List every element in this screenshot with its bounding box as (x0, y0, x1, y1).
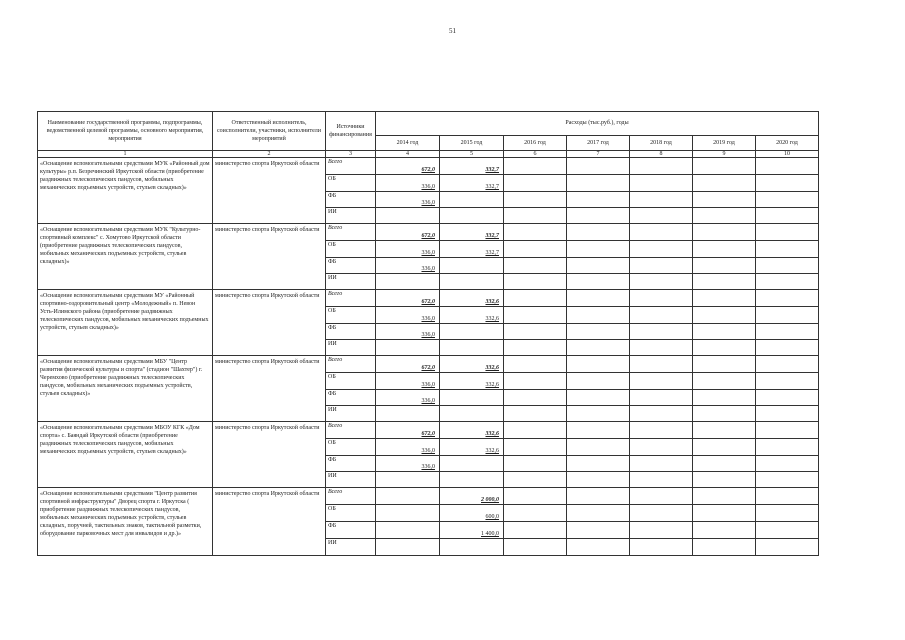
empty-cell (693, 224, 756, 241)
measure-name: «Оснащение вспомогательными средствами МУ «Районный спортивно-оздоровительный центр «Молодежный» п. Невон Усть-Илимского района (приобретение раздвижных телескопических пандусов, мобильных механических подъемных устройств, стульев складных)» (38, 290, 213, 356)
source-label: ФБ (326, 390, 376, 406)
year-2017: 2017 год (567, 136, 630, 151)
empty-cell (630, 439, 693, 456)
table-body (38, 158, 819, 556)
value-cell: 336,0 (376, 258, 440, 274)
empty-cell (630, 373, 693, 390)
value-cell: 336,0 (376, 324, 440, 340)
empty-cell (693, 307, 756, 324)
header-expenses: Расходы (тыс.руб.), годы (376, 112, 819, 136)
empty-cell (504, 406, 567, 422)
value-cell: 672,0 (376, 290, 440, 307)
table-row (38, 356, 819, 373)
value-cell (440, 390, 504, 406)
empty-cell (693, 258, 756, 274)
value-cell: 1 400,0 (440, 522, 504, 539)
empty-cell (504, 373, 567, 390)
header-source: Источники финансирования (326, 112, 376, 151)
value-cell: 336,0 (376, 241, 440, 258)
empty-cell (693, 158, 756, 175)
source-label: ФБ (326, 258, 376, 274)
empty-cell (504, 324, 567, 340)
empty-cell (630, 241, 693, 258)
col-number: 8 (630, 151, 693, 158)
empty-cell (693, 324, 756, 340)
value-cell: 672,0 (376, 356, 440, 373)
source-label: ИИ (326, 539, 376, 556)
value-cell (440, 472, 504, 488)
value-cell (440, 274, 504, 290)
source-label: Всего (326, 158, 376, 175)
value-cell: 332,7 (440, 158, 504, 175)
empty-cell (693, 472, 756, 488)
empty-cell (567, 422, 630, 439)
page-number: 51 (449, 27, 456, 35)
empty-cell (504, 522, 567, 539)
empty-cell (756, 158, 819, 175)
source-label: ФБ (326, 456, 376, 472)
empty-cell (504, 488, 567, 505)
empty-cell (693, 208, 756, 224)
empty-cell (567, 472, 630, 488)
value-cell (376, 472, 440, 488)
empty-cell (756, 324, 819, 340)
measure-name: «Оснащение вспомогательными средствами МУК «Районный дом культуры» р.п. Безречинский Иркутской области (приобретение раздвижных телескопических пандусов, мобильных механических подъемных устройств, стульев складных)» (38, 158, 213, 224)
measure-name: «Оснащение вспомогательными средствами МБОУ КГК «Дом спорта» с. Баяндай Иркутской области (приобретение раздвижных телескопических пандусов, мобильных механических подъемных устройств, стульев складных)» (38, 422, 213, 488)
source-label: ОБ (326, 439, 376, 456)
empty-cell (693, 522, 756, 539)
empty-cell (630, 488, 693, 505)
empty-cell (693, 406, 756, 422)
value-cell (440, 539, 504, 556)
empty-cell (504, 505, 567, 522)
year-2015: 2015 год (440, 136, 504, 151)
col-number: 2 (213, 151, 326, 158)
empty-cell (567, 406, 630, 422)
table-row (38, 224, 819, 241)
empty-cell (756, 505, 819, 522)
measure-executor: министерство спорта Иркутской области (213, 224, 326, 290)
value-cell: 336,0 (376, 439, 440, 456)
table-row (38, 158, 819, 175)
value-cell: 336,0 (376, 373, 440, 390)
value-cell: 336,0 (376, 192, 440, 208)
empty-cell (567, 158, 630, 175)
col-number: 10 (756, 151, 819, 158)
value-cell: 672,0 (376, 422, 440, 439)
empty-cell (567, 505, 630, 522)
empty-cell (630, 175, 693, 192)
empty-cell (756, 175, 819, 192)
empty-cell (567, 307, 630, 324)
empty-cell (630, 274, 693, 290)
empty-cell (504, 208, 567, 224)
measure-executor: министерство спорта Иркутской области (213, 290, 326, 356)
empty-cell (756, 439, 819, 456)
col-number: 1 (38, 151, 213, 158)
table-row (38, 488, 819, 505)
empty-cell (630, 406, 693, 422)
source-label: ОБ (326, 505, 376, 522)
empty-cell (567, 456, 630, 472)
measure-name: «Оснащение вспомогательными средствами МУК "Культурно-спортивный комплекс" с. Хомутово Иркутской области (приобретение раздвижных телескопических пандусов, мобильных механических подъемных устройств, стульев складных)» (38, 224, 213, 290)
value-cell (376, 522, 440, 539)
empty-cell (693, 488, 756, 505)
value-cell: 336,0 (376, 390, 440, 406)
empty-cell (630, 290, 693, 307)
measure-name: «Оснащение вспомогательными средствами МБУ "Центр развития физической культуры и спорта" (стадион "Шахтер") г. Черемхово (приобретение раздвижных телескопических пандусов, мобильных механических подъемных устройств, стульев складных)» (38, 356, 213, 422)
empty-cell (567, 539, 630, 556)
empty-cell (756, 390, 819, 406)
value-cell (376, 406, 440, 422)
value-cell: 600,0 (440, 505, 504, 522)
source-label: ИИ (326, 340, 376, 356)
value-cell: 332,6 (440, 373, 504, 390)
empty-cell (630, 422, 693, 439)
empty-cell (693, 241, 756, 258)
empty-cell (504, 439, 567, 456)
empty-cell (504, 422, 567, 439)
empty-cell (693, 192, 756, 208)
empty-cell (504, 175, 567, 192)
source-label: Всего (326, 356, 376, 373)
empty-cell (567, 390, 630, 406)
col-number: 7 (567, 151, 630, 158)
source-label: ИИ (326, 406, 376, 422)
empty-cell (567, 208, 630, 224)
empty-cell (630, 324, 693, 340)
value-cell (376, 340, 440, 356)
value-cell: 332,6 (440, 307, 504, 324)
empty-cell (756, 406, 819, 422)
source-label: ОБ (326, 307, 376, 324)
empty-cell (630, 192, 693, 208)
empty-cell (567, 290, 630, 307)
empty-cell (567, 439, 630, 456)
year-2019: 2019 год (693, 136, 756, 151)
empty-cell (504, 258, 567, 274)
table-row (38, 290, 819, 307)
empty-cell (630, 390, 693, 406)
source-label: Всего (326, 488, 376, 505)
empty-cell (630, 539, 693, 556)
value-cell: 332,6 (440, 356, 504, 373)
empty-cell (630, 340, 693, 356)
empty-cell (756, 274, 819, 290)
empty-cell (630, 208, 693, 224)
empty-cell (567, 340, 630, 356)
empty-cell (504, 224, 567, 241)
col-number: 9 (693, 151, 756, 158)
value-cell: 672,0 (376, 224, 440, 241)
empty-cell (756, 422, 819, 439)
value-cell (440, 208, 504, 224)
empty-cell (693, 356, 756, 373)
empty-cell (567, 488, 630, 505)
source-label: ОБ (326, 373, 376, 390)
empty-cell (504, 539, 567, 556)
empty-cell (504, 340, 567, 356)
empty-cell (630, 258, 693, 274)
empty-cell (756, 224, 819, 241)
empty-cell (693, 274, 756, 290)
empty-cell (567, 373, 630, 390)
col-number: 3 (326, 151, 376, 158)
source-label: ОБ (326, 241, 376, 258)
value-cell (376, 505, 440, 522)
source-label: ИИ (326, 208, 376, 224)
value-cell (440, 406, 504, 422)
empty-cell (630, 456, 693, 472)
source-label: ИИ (326, 472, 376, 488)
empty-cell (756, 456, 819, 472)
empty-cell (630, 158, 693, 175)
table-row (38, 422, 819, 439)
empty-cell (756, 472, 819, 488)
value-cell: 672,0 (376, 158, 440, 175)
empty-cell (693, 340, 756, 356)
value-cell (376, 539, 440, 556)
empty-cell (567, 192, 630, 208)
source-label: Всего (326, 224, 376, 241)
empty-cell (504, 290, 567, 307)
value-cell (376, 488, 440, 505)
value-cell: 332,6 (440, 290, 504, 307)
empty-cell (693, 390, 756, 406)
empty-cell (630, 356, 693, 373)
empty-cell (756, 192, 819, 208)
source-label: Всего (326, 290, 376, 307)
empty-cell (693, 539, 756, 556)
empty-cell (504, 356, 567, 373)
empty-cell (693, 439, 756, 456)
empty-cell (693, 505, 756, 522)
value-cell (440, 324, 504, 340)
source-label: ОБ (326, 175, 376, 192)
value-cell (376, 274, 440, 290)
value-cell (376, 208, 440, 224)
empty-cell (567, 224, 630, 241)
empty-cell (756, 290, 819, 307)
year-2018: 2018 год (630, 136, 693, 151)
empty-cell (756, 258, 819, 274)
budget-table (37, 111, 819, 556)
empty-cell (630, 505, 693, 522)
source-label: ФБ (326, 522, 376, 539)
empty-cell (756, 208, 819, 224)
measure-name: «Оснащение вспомогательными средствами "Центр развития спортивной инфраструктуры" Дворец спорта г. Иркутска ( приобретение раздвижных телескопических пандусов, мобильных механических подъемных устройств, стульев складных, поручней, тактильных знаков, тактильной разметки, оборудование парковочных мест для инвалидов и др.)» (38, 488, 213, 556)
empty-cell (756, 522, 819, 539)
empty-cell (693, 373, 756, 390)
value-cell: 336,0 (376, 456, 440, 472)
col-number: 6 (504, 151, 567, 158)
measure-executor: министерство спорта Иркутской области (213, 158, 326, 224)
empty-cell (693, 422, 756, 439)
measure-executor: министерство спорта Иркутской области (213, 356, 326, 422)
empty-cell (504, 241, 567, 258)
measure-executor: министерство спорта Иркутской области (213, 488, 326, 556)
empty-cell (693, 175, 756, 192)
value-cell (440, 192, 504, 208)
empty-cell (756, 340, 819, 356)
source-label: ИИ (326, 274, 376, 290)
empty-cell (504, 274, 567, 290)
empty-cell (504, 390, 567, 406)
value-cell (440, 456, 504, 472)
empty-cell (567, 324, 630, 340)
value-cell: 332,7 (440, 241, 504, 258)
header-executor: Ответственный исполнитель, соисполнители, участники, исполнители мероприятий (213, 112, 326, 151)
measure-executor: министерство спорта Иркутской области (213, 422, 326, 488)
empty-cell (756, 373, 819, 390)
empty-cell (567, 241, 630, 258)
empty-cell (567, 522, 630, 539)
empty-cell (630, 307, 693, 324)
empty-cell (756, 241, 819, 258)
source-label: ФБ (326, 192, 376, 208)
empty-cell (567, 175, 630, 192)
value-cell: 332,6 (440, 439, 504, 456)
empty-cell (567, 356, 630, 373)
empty-cell (504, 456, 567, 472)
value-cell: 336,0 (376, 307, 440, 324)
source-label: Всего (326, 422, 376, 439)
empty-cell (504, 472, 567, 488)
value-cell (440, 258, 504, 274)
empty-cell (630, 224, 693, 241)
empty-cell (567, 258, 630, 274)
empty-cell (504, 192, 567, 208)
empty-cell (756, 307, 819, 324)
value-cell: 332,7 (440, 175, 504, 192)
empty-cell (504, 158, 567, 175)
empty-cell (630, 472, 693, 488)
header-name: Наименование государственной программы, подпрограммы, ведомственной целевой программы, основного мероприятия, мероприятия (38, 112, 213, 151)
source-label: ФБ (326, 324, 376, 340)
empty-cell (630, 522, 693, 539)
empty-cell (504, 307, 567, 324)
year-2020: 2020 год (756, 136, 819, 151)
empty-cell (756, 539, 819, 556)
value-cell: 332,7 (440, 224, 504, 241)
empty-cell (693, 456, 756, 472)
value-cell: 336,0 (376, 175, 440, 192)
value-cell (440, 340, 504, 356)
year-2016: 2016 год (504, 136, 567, 151)
empty-cell (756, 356, 819, 373)
value-cell: 332,6 (440, 422, 504, 439)
empty-cell (693, 290, 756, 307)
value-cell: 2 000,0 (440, 488, 504, 505)
empty-cell (756, 488, 819, 505)
col-number: 5 (440, 151, 504, 158)
empty-cell (567, 274, 630, 290)
year-2014: 2014 год (376, 136, 440, 151)
col-number: 4 (376, 151, 440, 158)
